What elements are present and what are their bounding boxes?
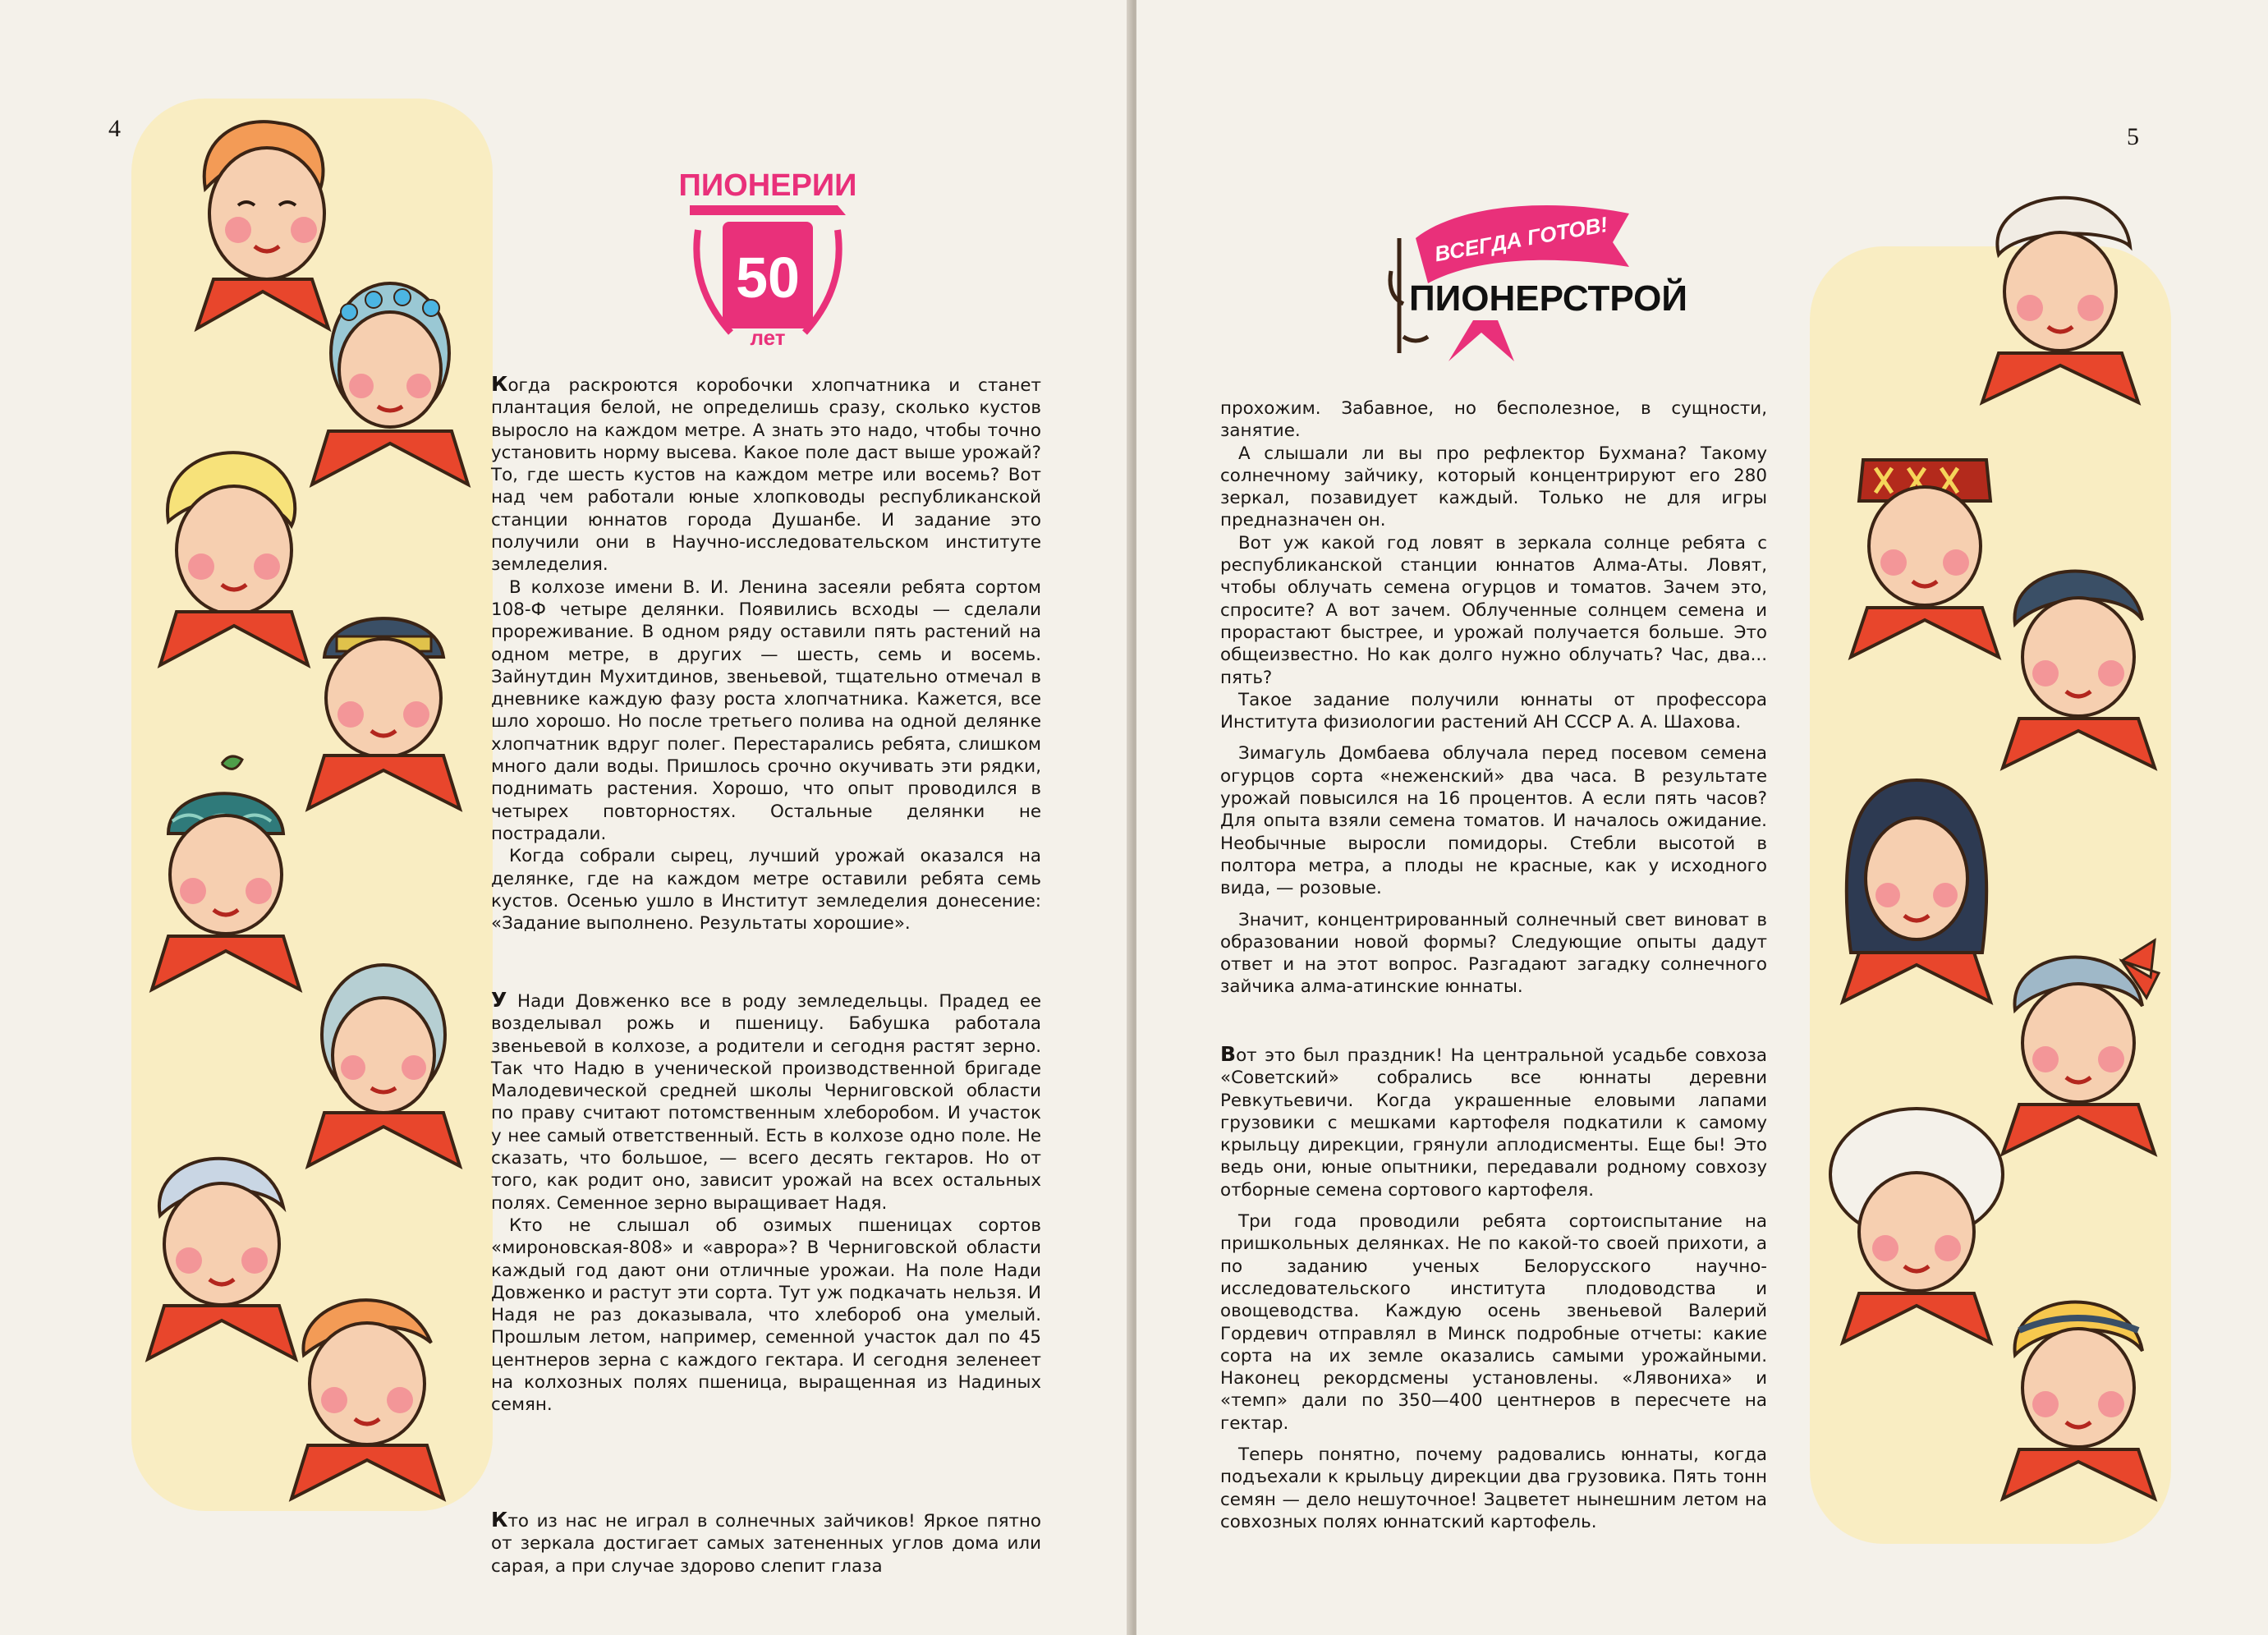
paragraph: Когда собрали сырец, лучший урожай оказался на делянке, где на каждом метре оставили ребята семь кустов. Осенью ушло в Институт земледелия донесение: «Задание выполнено. Результаты хорошие». <box>491 846 1041 935</box>
paragraph: прохожим. Забавное, но бесполезное, в сущности, занятие. <box>1220 398 1767 442</box>
paragraph: Когда раскроются коробочки хлопчатника и станет плантация белой, не определишь сразу, сколько кустов выросло на каждом метре. А знать это надо, чтобы точно установить норму высева. Какое поле даст выше урожай? То, где шесть кустов на каждом метре или восемь? Вот над чем работали юные хлопководы республиканской станции юннатов города Душанбе. И задание это получили они в Научно-исследовательском институте земледелия. <box>491 372 1041 576</box>
article-section <box>1220 397 1767 999</box>
article-section <box>1220 1043 1767 1533</box>
pioneer-50-years-emblem <box>673 156 862 353</box>
emblem-title: ПИОНЕРСТРОЙ <box>1409 278 1688 319</box>
paragraph: У Нади Довженко все в роду земледельцы. Прадед ее возделывал рожь и пшеницу. Бабушка работала звеньевой в колхозе, а родители и сегодня растят зерно. Так что Надю в ученической производственной бригаде Малодевической средней школы Черниговской области по праву считают потомственным хлеборобом. И участок у нее самый ответственный. Есть в колхозе одно поле. Не сказать, что большое, — всего десять гектаров. Но от того, как родит оно, зависит урожай на всех остальных полях. Семенное зерно выращивает Надя. <box>491 988 1041 1214</box>
page-number-right: 5 <box>2127 123 2139 150</box>
paragraph: Теперь понятно, почему радовались юннаты, когда подъехали к крыльцу дирекции два грузовика. Пять тонн семян — дело нешуточное! Зацветет нынешним летом на совхозных полях юннатский картофель. <box>1220 1444 1767 1532</box>
left-page <box>0 0 1133 1635</box>
pioneer-faces-border-left <box>131 99 493 1511</box>
paragraph: Вот уж какой год ловят в зеркала солнце ребята с республиканской станции юннатов Алма-Аты. Ловят, чтобы облучать семена огурцов и томатов. Зачем это, спросите? А вот зачем. Облученные солнцем семена и прорастают быстрее, и урожай получается больше. Это общеизвестно. Но как долго нужно облучать? Час, два... пять? <box>1220 532 1767 688</box>
article-section <box>491 1509 1041 1578</box>
pionerstroy-emblem <box>1383 181 1688 370</box>
paragraph: В колхозе имени В. И. Ленина засеяли ребята сортом 108-Ф четыре делянки. Появились всходы — сделали прореживание. В одном ряду оставили пять растений на одном метре, в других — шесть, семь и восемь. Зайнутдин Мухитдинов, звеньевой, тщательно отмечал в дневнике каждую фазу роста хлопчатника. Кажется, все шло хорошо. Но после третьего полива на одной делянке хлопчатник вдруг полег. Перестарались ребята, слишком много дали воды. Пришлось срочно окучивать эти рядки, поднимать растения. Хорошо, что опыт проводился в четырех повторностях. Остальные делянки не пострадали. <box>491 576 1041 844</box>
emblem-number: 50 <box>736 246 800 310</box>
article-section <box>491 989 1041 1417</box>
paragraph: А слышали ли вы про рефлектор Бухмана? Такому солнечному зайчику, который концентрируют его 280 зеркал, позавидует каждый. Только не для игры предназначен он. <box>1220 443 1767 531</box>
paragraph: Такое задание получили юннаты от профессора Института физиологии растений АН СССР А. А. Шахова. <box>1220 689 1767 733</box>
paragraph: Значит, концентрированный солнечный свет виноват в образовании новой формы? Следующие опыты дадут ответ и на этот вопрос. Разгадают загадку солнечного зайчика алма-атинские юннаты. <box>1220 909 1767 998</box>
emblem-top-text: ПИОНЕРИИ <box>678 168 857 203</box>
emblem-flag-text: ВСЕГДА ГОТОВ! <box>1432 211 1610 267</box>
article-section <box>491 373 1041 935</box>
paragraph: Три года проводили ребята сортоиспытание на пришкольных делянках. Не по какой-то своей прихоти, а по заданию ученых Белорусского научно-исследовательского института плодоводства и овощеводства. Каждую осень звеньевой Валерий Гордевич отправлял в Минск подробные отчеты: какие сорта на их земле оказались самыми урожайными. Наконец рекордсмены установлены. «Лявониха» и «темп» дали по 350—400 центнеров в пересчете на гектар. <box>1220 1211 1767 1434</box>
paragraph: Вот это был праздник! На центральной усадьбе совхоза «Советский» собрались все юннаты деревни Ревкутьевичи. Когда украшенные еловыми лапами грузовики с мешками картофеля подкатили к самому крыльцу дирекции, грянули аплодисменты. Еще бы! Это ведь они, юные опытники, передавали родному совхозу отборные семена сортового картофеля. <box>1220 1042 1767 1201</box>
page-number-left: 4 <box>108 115 121 142</box>
paragraph: Зимагуль Домбаева облучала перед посевом семена огурцов сорта «неженский» два часа. В результате урожай повысился на 16 процентов. А если пять часов? Для опыта взяли семена томатов. И началось ожидание. Необычные выросли помидоры. Стебли высотой в полтора метра, а плоды не красные, как у исходного вида, — розовые. <box>1220 743 1767 899</box>
right-page <box>1136 0 2268 1635</box>
pioneer-faces-border-right <box>1793 181 2188 1568</box>
paragraph: Кто из нас не играл в солнечных зайчиков! Яркое пятно от зеркала достигает самых затененных углов дома или сарая, а при случае здорово слепит глаза <box>491 1508 1041 1577</box>
emblem-bottom-text: лет <box>750 325 786 350</box>
paragraph: Кто не слышал об озимых пшеницах сортов «мироновская-808» и «аврора»? В Черниговской области каждый год дают они отличные урожаи. На поле Нади Довженко и растут эти сорта. Тут уж подкачать нельзя. И Надя не раз доказывала, что хлебороб она умелый. Прошлым летом, например, семенной участок дал по 45 центнеров зерна с каждого гектара. И сегодня зеленеет на колхозных полях пшеница, выращенная из Надиных семян. <box>491 1215 1041 1416</box>
